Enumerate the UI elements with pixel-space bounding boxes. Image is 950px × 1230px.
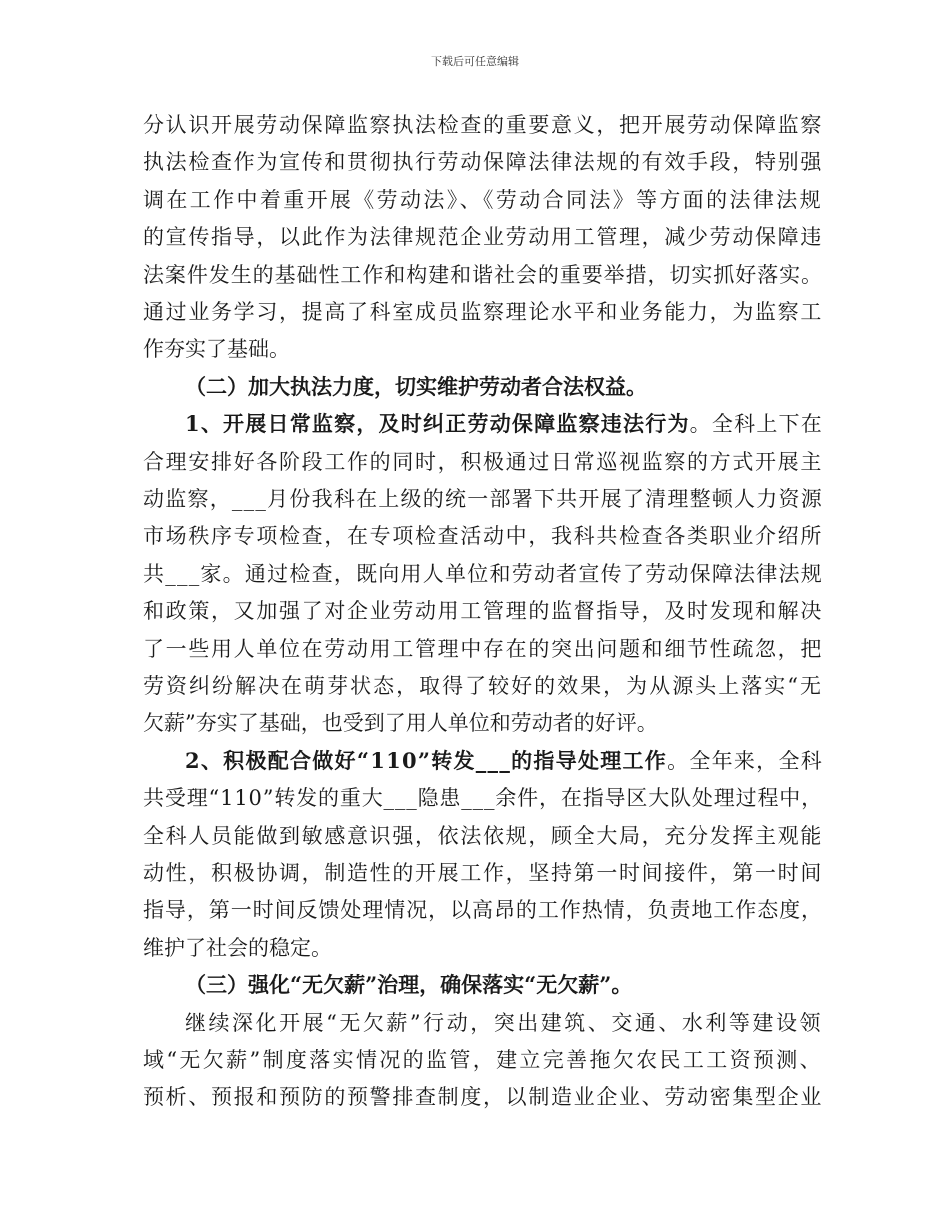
bold-heading-text: （三）强化“无欠薪”治理，确保落实“无欠薪”。 <box>185 972 633 998</box>
body-text: 。全年来，全科 <box>667 748 824 773</box>
text-line <box>185 407 823 441</box>
body-text: 分认识开展劳动保障监察执法检查的重要意义，把开展劳动保障监察 <box>143 113 823 137</box>
bold-heading-text: 2、积极配合做好“110”转发___的指导处理工作 <box>185 747 668 773</box>
body-text: 劳资纠纷解决在萌芽状态，取得了较好的效果，为从源头上落实“无 <box>143 674 823 698</box>
text-line <box>143 706 658 740</box>
text-line <box>143 258 823 292</box>
text-line <box>143 445 823 479</box>
text-line <box>143 220 823 254</box>
body-text: 执法检查作为宣传和贯彻执行劳动保障法律法规的有效手段，特别强 <box>143 150 823 175</box>
body-text: 预析、预报和预防的预警排查制度，以制造业企业、劳动密集型企业 <box>143 1085 823 1110</box>
body-text: 法案件发生的基础性工作和构建和谐社会的重要举措，切实抓好落实。 <box>143 262 823 287</box>
text-line <box>143 632 823 666</box>
text-line <box>143 295 823 329</box>
body-text: 共___家。通过检查，既向用人单位和劳动者宣传了劳动保障法律法规 <box>143 561 823 586</box>
body-text: 动性，积极协调，制造性的开展工作，坚持第一时间接件，第一时间 <box>143 861 823 885</box>
text-line <box>143 1043 823 1077</box>
bold-heading-text: （二）加大执法力度，切实维护劳动者合法权益。 <box>185 373 647 399</box>
body-text: 。全科上下在 <box>689 412 823 437</box>
text-line <box>143 594 823 628</box>
text-line <box>143 819 823 853</box>
text-line <box>185 744 823 778</box>
body-text: 共受理“110”转发的重大___隐患___余件，在指导区大队处理过程中， <box>143 786 823 811</box>
text-line <box>143 145 823 179</box>
body-text: 了一些用人单位在劳动用工管理中存在的突出问题和细节性疏忽，把 <box>143 636 823 661</box>
text-line <box>143 519 823 553</box>
text-line <box>143 332 290 366</box>
text-line <box>143 482 823 516</box>
body-text: 全科人员能做到敏感意识强，依法依规，顾全大局，充分发挥主观能 <box>143 823 823 848</box>
body-text: 维护了社会的稳定。 <box>143 935 332 960</box>
body-text: 合理安排好各阶段工作的同时，积极通过日常巡视监察的方式开展主 <box>143 449 823 474</box>
text-line <box>185 968 632 1002</box>
text-line <box>143 669 823 703</box>
text-line <box>143 108 823 142</box>
text-line <box>143 781 823 815</box>
text-line <box>185 370 647 404</box>
body-text: 指导，第一时间反馈处理情况，以高昂的工作热情，负责地工作态度， <box>143 898 823 923</box>
body-text: 市场秩序专项检查，在专项检查活动中，我科共检查各类职业介绍所 <box>143 524 823 549</box>
bold-heading-text: 1、开展日常监察，及时纠正劳动保障监察违法行为 <box>185 411 690 437</box>
body-text: 调在工作中着重开展《劳动法》、《劳动合同法》等方面的法律法规 <box>143 187 823 212</box>
body-text: 继续深化开展“无欠薪”行动，突出建筑、交通、水利等建设领 <box>185 1010 823 1035</box>
text-line <box>143 856 823 890</box>
text-line <box>143 931 332 965</box>
text-line <box>143 893 823 927</box>
body-text: 的宣传指导，以此作为法律规范企业劳动用工管理，减少劳动保障违 <box>143 225 823 250</box>
page-header-note: 下载后可任意编辑 <box>431 55 519 68</box>
body-text: 域“无欠薪”制度落实情况的监管，建立完善拖欠农民工工资预测、 <box>143 1048 823 1072</box>
text-line <box>185 1006 823 1040</box>
body-text: 和政策，又加强了对企业劳动用工管理的监督指导，及时发现和解决 <box>143 599 823 624</box>
body-text: 动监察，___月份我科在上级的统一部署下共开展了清理整顿人力资源 <box>143 487 823 511</box>
text-line <box>143 183 823 217</box>
body-text: 通过业务学习，提高了科室成员监察理论水平和业务能力，为监察工 <box>143 300 823 324</box>
text-line <box>143 1080 823 1114</box>
body-text: 作夯实了基础。 <box>143 337 290 362</box>
text-line <box>143 557 823 591</box>
body-text: 欠薪”夯实了基础，也受到了用人单位和劳动者的好评。 <box>143 711 658 736</box>
